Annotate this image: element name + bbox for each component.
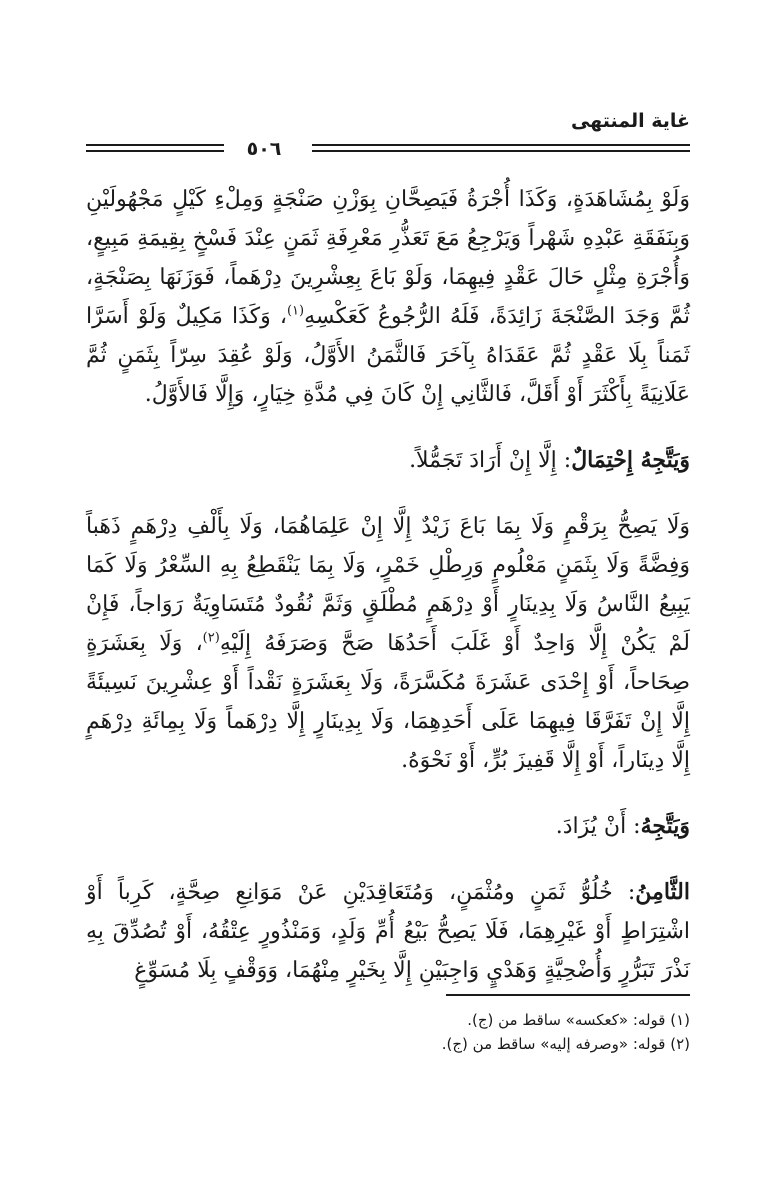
paragraph-lead: الثَّامِنُ	[635, 879, 690, 905]
paragraph-text: وَلَا يَصِحُّ بِرَقْمٍ وَلَا بِمَا بَاعَ زَيْدٌ إِلَّا إِنْ عَلِمَاهُمَا، وَلَا بِأَلْفِ دِرْهَمٍ ذَهَباً وَفِضَّةً وَلَا بِثَمَنٍ مَعْلُومٍ وَرِطْلِ خَمْرٍ، وَلَا بِمَا يَنْقَطِعُ بِهِ السِّعْرُ وَلَا كَمَا يَبِيعُ النَّاسُ وَلَا بِدِينَارٍ أَوْ دِرْهَمٍ مُطْلَقٍ وَثَمَّ نُقُودٌ مُتَسَاوِيَةٌ رَوَاجاً، فَإِنْ لَمْ يَكُنْ إِلَّا وَاحِدٌ أَوْ غَلَبَ أَحَدُهَا صَحَّ وَصَرَفَهُ إِلَيْهِ	[86, 514, 690, 656]
footnote-reference: (٢)	[202, 630, 220, 646]
paragraph-lead: وَيَتَّجِهُ إِحْتِمَالٌ	[571, 447, 690, 473]
paragraph-text: : إِلَّا إِنْ أَرَادَ تَجَمُّلاً.	[409, 448, 572, 473]
paragraph	[86, 441, 690, 480]
paragraph-text: : خُلُوُّ ثَمَنٍ ومُثْمَنٍ، وَمُتَعَاقِدَيْنِ عَنْ مَوَانِعِ صِحَّةٍ، كَرِباً أَوْ اشْتِرَاطٍ أَوْ غَيْرِهِمَا، فَلَا يَصِحُّ بَيْعُ أُمِّ وَلَدٍ، وَمَنْذُورٍ عِتْقُهُ، أَوْ تُصُدِّقَ بِهِ نَذْرَ تَبَرُّرٍ وَأُضْحِيَّةٍ وَهَدْيٍ وَاجِبَيْنِ إِلَّا بِخَيْرٍ مِنْهُمَا، وَوَقْفٍ بِلَا مُسَوِّغٍ	[86, 880, 690, 983]
paragraph	[86, 873, 690, 990]
paragraph-text: : أَنْ يُزَادَ.	[555, 814, 641, 839]
footnote-separator	[446, 994, 690, 996]
paragraph	[86, 507, 690, 780]
paragraph-text: وَلَوْ بِمُشَاهَدَةٍ، وَكَذَا أُجْرَةُ فَيَصِحَّانِ بِوَزْنِ صَنْجَةٍ وَمِلْءِ كَيْلٍ مَجْهُولَيْنِ وَبِنَفَقَةِ عَبْدِهِ شَهْراً وَيَرْجِعُ مَعَ تَعَذُّرِ مَعْرِفَةِ ثَمَنٍ عِنْدَ فَسْخٍ بِقِيمَةِ مَبِيعٍ، وَأُجْرَةِ مِثْلٍ حَالَ عَقْدٍ فِيهِمَا، وَلَوْ بَاعَ بِعِشْرِينَ دِرْهَماً، فَوَزَنَهَا بِصَنْجَةٍ، ثُمَّ وَجَدَ الصَّنْجَةَ زَائِدَةً، فَلَهُ الرُّجُوعُ كَعَكْسِهِ	[86, 187, 690, 329]
footnote-reference: (١)	[286, 303, 305, 319]
header-rule	[86, 140, 690, 158]
header-rule-line	[86, 144, 224, 146]
book-page	[86, 0, 690, 1201]
main-text	[86, 180, 690, 990]
paragraph	[86, 807, 690, 846]
header-rule-line	[312, 150, 690, 152]
footnote: (٢) قوله: «وصرفه إليه» ساقط من (ج).	[441, 1035, 690, 1053]
header-rule-line	[312, 144, 690, 146]
paragraph-text-continued: ، وَكَذَا مَكِيلٌ وَلَوْ أَسَرَّا ثَمَناً بِلَا عَقْدٍ ثُمَّ عَقَدَاهُ بِآخَرَ فَالثَّمَنُ الأَوَّلُ، وَلَوْ عُقِدَ سِرّاً بِثَمَنٍ ثُمَّ عَلَانِيَةً بِأَكْثَرَ أَوْ أَقَلَّ، فَالثَّانِي إِنْ كَانَ فِي مُدَّةِ خِيَارٍ، وَإِلَّا فَالأَوَّلُ.	[86, 304, 690, 407]
running-title: غاية المنتهى	[570, 110, 690, 132]
paragraph-text-continued: ، وَلَا بِعَشَرَةٍ صِحَاحاً، أَوْ إِحْدَى عَشَرَةَ مُكَسَّرَةً، وَلَا بِعَشَرَةٍ نَقْداً أَوْ عِشْرِينَ نَسِيئَةً إِلَّا إِنْ تَفَرَّقَا فِيهِمَا عَلَى أَحَدِهِمَا، وَلَا بِدِينَارٍ إِلَّا دِرْهَماً وَلَا بِمِائَةِ دِرْهَمٍ إِلَّا دِينَاراً، أَوْ إِلَّا قَفِيزَ بُرٍّ، أَوْ نَحْوَهُ.	[86, 631, 690, 773]
header-rule-line	[86, 150, 224, 152]
footnotes	[86, 1008, 690, 1056]
footnote: (١) قوله: «كعكسه» ساقط من (ج).	[467, 1011, 690, 1029]
paragraph	[86, 180, 690, 414]
page-number: ٥٠٦	[246, 138, 282, 160]
paragraph-lead: وَيَتَّجِهُ	[640, 813, 690, 839]
